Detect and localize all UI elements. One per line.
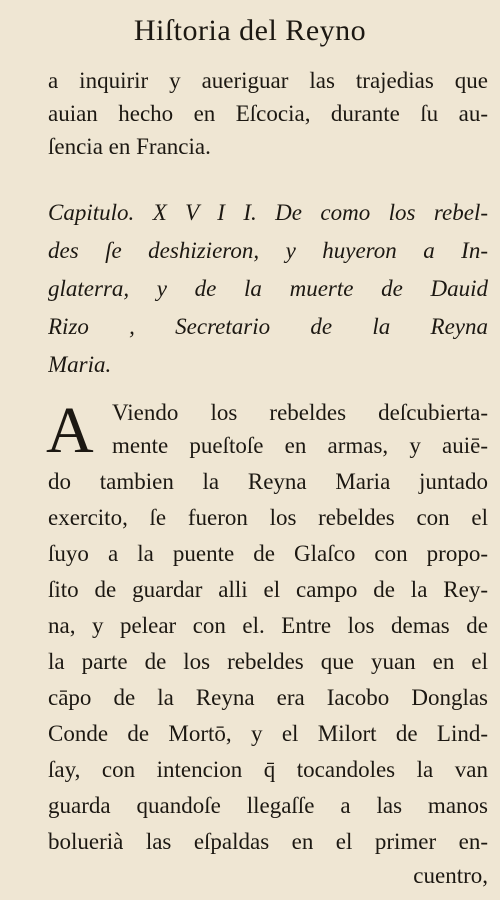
chapter-heading-line: Capitulo. X V I I. De como los rebel- [48, 200, 488, 225]
chapter-heading-line: Rizo , Secretario de la Reyna [48, 314, 488, 339]
body-line: ſuyo a la puente de Glaſco con propo- [48, 541, 488, 566]
body-line: na, y pelear con el. Entre los demas de [48, 613, 488, 638]
chapter-heading-line: glaterra, y de la muerte de Dauid [48, 276, 488, 301]
catchword: cuentro, [413, 863, 488, 888]
body-line: cāpo de la Reyna era Iacobo Donglas [48, 685, 488, 710]
body-line: mente pueſtoſe en armas, y auiē- [112, 433, 488, 458]
body-line: Viendo los rebeldes deſcubierta- [112, 400, 488, 425]
running-title: Hiſtoria del Reyno [133, 14, 367, 47]
body-line: do tambien la Reyna Maria juntado [48, 469, 488, 494]
chapter-heading-line: Maria. [48, 352, 112, 377]
intro-line: ſencia en Francia. [48, 134, 211, 159]
body-line: ſito de guardar alli el campo de la Rey- [48, 577, 488, 602]
drop-capital: A [46, 394, 94, 467]
chapter-heading-line: des ſe deshizieron, y huyeron a In- [48, 238, 488, 263]
body-line: la parte de los rebeldes que yuan en el [48, 649, 488, 674]
body-line: boluerià las eſpaldas en el primer en- [48, 829, 488, 854]
intro-line: auian hecho en Eſcocia, durante ſu au- [48, 101, 488, 126]
body-line: Conde de Mortō, y el Milort de Lind- [48, 721, 488, 746]
body-line: guarda quandoſe llegaſſe a las manos [48, 793, 488, 818]
body-line: ſay, con intencion q̄ tocandoles la van [48, 757, 488, 782]
intro-line: a inquirir y aueriguar las trajedias que [48, 68, 488, 93]
body-line: exercito, ſe fueron los rebeldes con el [48, 505, 488, 530]
